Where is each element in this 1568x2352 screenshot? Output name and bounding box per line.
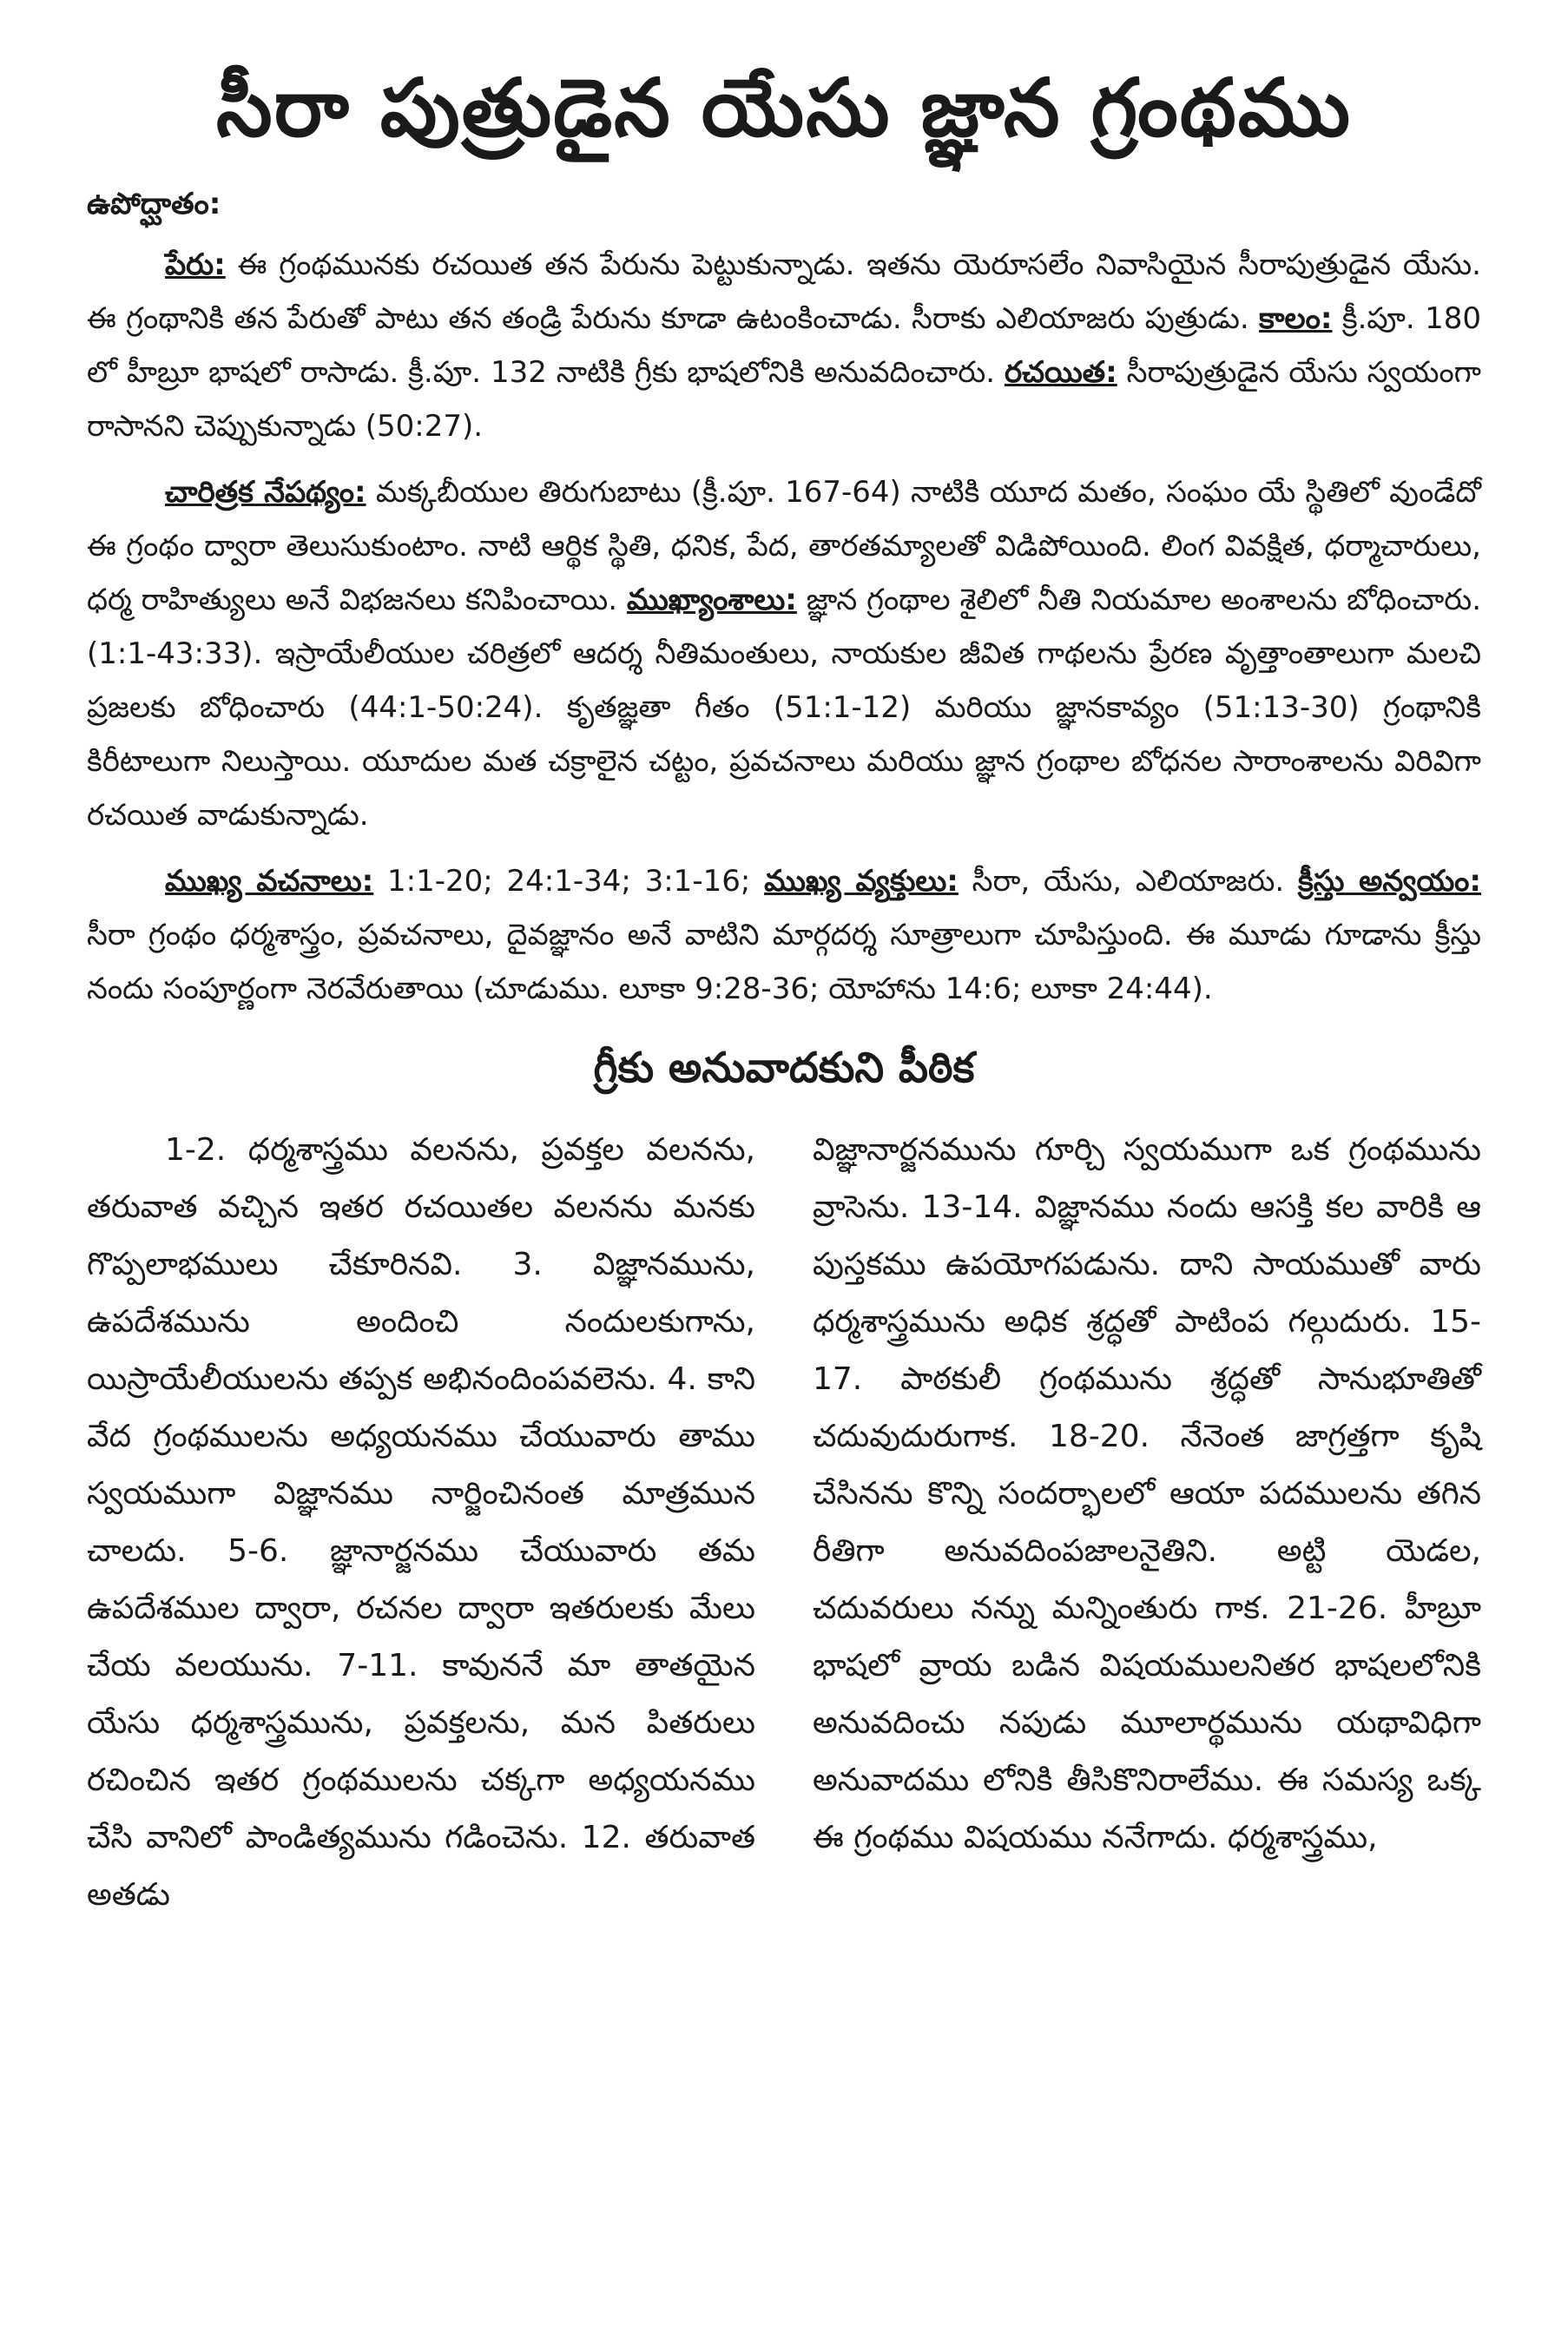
text: జ్ఞాన గ్రంథాల శైలిలో నీతి నియమాల అంశాలను బోధించారు. (1:1-43:33). ఇస్రాయేలీయుల చరిత్రలో ఆదర్శ నీతిమంతులు, నాయకుల జీవిత గాథలను ప్రేరణ వృత్తాంతాలుగా మలచి ప్రజలకు బోధించారు (44:1-50:24). కృతజ్ఞతా గీతం (51:1-12) మరియు జ్ఞానకావ్యం (51:13-30) గ్రంథానికి కిరీటాలుగా నిలుస్తాయి. యూదుల మత చక్రాలైన చట్టం, ప్రవచనాలు మరియు జ్ఞాన గ్రంథాల బోధనల సారాంశాలను విరివిగా రచయిత వాడుకున్నాడు. [87,583,1482,833]
section-title: గ్రీకు అనువాదకుని పీఠిక [593,1044,975,1092]
intro-heading: ఉపోద్ఘాతం: [87,187,221,221]
label-name: పేరు: [165,247,226,282]
paragraph-key-verses [87,854,1481,1016]
column-right-text: విజ్ఞానార్జనమును గూర్చి స్వయముగా ఒక గ్రంథమును వ్రాసెను. 13-14. విజ్ఞానము నందు ఆసక్తి కల వారికి ఆ పుస్తకము ఉపయోగపడును. దాని సాయముతో వారు ధర్మశాస్త్రమును అధిక శ్రద్ధతో పాటింప గల్గుదురు. 15-17. పాఠకులీ గ్రంథమును శ్రద్ధతో సానుభూతితో చదువుదురుగాక. 18-20. నేనెంత జాగ్రత్తగా కృషి చేసినను కొన్ని సందర్భాలలో ఆయా పదములను తగిన రీతిగా అనువదింపజాలనైతిని. అట్టి యెడల, చదువరులు నన్ను మన్నింతురు గాక. 21-26. హీబ్రూ భాషలో వ్రాయ బడిన విషయములనితర భాషలలోనికి అనువదించు నపుడు మూలార్థమును యథావిధిగా అనువాదము లోనికి తీసికొనిరాలేము. ఈ సమస్య ఒక్క ఈ గ్రంథము విషయము ననేగాదు. ధర్మశాస్త్రము, [813,1132,1481,1855]
text: క్రీ.పూ. 180 లో హీబ్రూ భాషలో రాసాడు. క్రీ.పూ. 132 నాటికి గ్రీకు భాషలోనికి అనువదించారు. [87,301,1481,390]
text: సీరా గ్రంథం ధర్మశాస్త్రం, ప్రవచనాలు, దైవజ్ఞానం అనే వాటిని మార్గదర్శ సూత్రాలుగా చూపిస్తుంది. ఈ మూడు గూడాను క్రీస్తు నందు సంపూర్ణంగా నెరవేరుతాయి (చూడుము. లూకా 9:28-36; యోహాను 14:6; లూకా 24:44). [87,918,1481,1006]
paragraph-name-date-author [87,238,1481,453]
label-key-verses: ముఖ్య వచనాలు: [165,864,374,899]
text: సీరాపుత్రుడైన యేసు స్వయంగా రాసానని చెప్పుకున్నాడు (50:27). [87,355,1481,444]
column-right [813,1122,1481,1924]
text: సీరా, యేసు, ఎలియాజరు. [958,864,1298,899]
two-column-text [87,1122,1481,1924]
label-key-themes: ముఖ్యాంశాలు: [627,583,797,617]
text: మక్కబీయుల తిరుగుబాటు (క్రీ.పూ. 167-64) నాటికి యూద మతం, సంఘం యే స్థితిలో వుండేదో ఈ గ్రంథం ద్వారా తెలుసుకుంటాం. నాటి ఆర్థిక స్థితి, ధనిక, పేద, తారతమ్యాలతో విడిపోయింది. లింగ వివక్షిత, ధర్మాచారులు, ధర్మ రాహిత్యులు అనే విభజనలు కనిపించాయి. [87,475,1482,617]
label-key-people: ముఖ్య వ్యక్తులు: [764,864,959,899]
column-left-text: 1-2. ధర్మశాస్త్రము వలనను, ప్రవక్తల వలనను, తరువాత వచ్చిన ఇతర రచయితల వలనను మనకు గొప్పలాభములు చేకూరినవి. 3. విజ్ఞానమును, ఉపదేశమును అందించి నందులకుగాను, యిస్రాయేలీయులను తప్పక అభినందింపవలెను. 4. కాని వేద గ్రంథములను అధ్యయనము చేయువారు తాము స్వయముగా విజ్ఞానము నార్జించినంత మాత్రమున చాలదు. 5-6. జ్ఞానార్జనము చేయువారు తమ ఉపదేశముల ద్వారా, రచనల ద్వారా ఇతరులకు మేలు చేయ వలయును. 7-11. కావుననే మా తాతయైన యేసు ధర్మశాస్త్రమును, ప్రవక్తలను, మన పితరులు రచించిన ఇతర గ్రంథములను చక్కగా అధ్యయనము చేసి వానిలో పాండిత్యమును గడించెను. 12. తరువాత అతడు [87,1132,755,1913]
label-background: చారిత్రక నేపథ్యం: [165,475,366,510]
paragraph-background [87,465,1481,842]
page-title: సీరా పుత్రుడైన యేసు జ్ఞాన గ్రంథము [216,62,1352,155]
text: 1:1-20; 24:1-34; 3:1-16; [373,864,765,899]
text: ఈ గ్రంథమునకు రచయిత తన పేరును పెట్టుకున్నాడు. ఇతను యెరూసలేం నివాసియైన సీరాపుత్రుడైన యేసు. ఈ గ్రంథానికి తన పేరుతో పాటు తన తండ్రి పేరును కూడా ఉటంకించాడు. సీరాకు ఎలియాజరు పుత్రుడు. [87,247,1481,336]
label-date: కాలం: [1259,301,1333,336]
label-author: రచయిత: [1004,355,1117,390]
column-left [87,1122,755,1924]
label-christ-application: క్రీస్తు అన్వయం: [1298,864,1482,899]
